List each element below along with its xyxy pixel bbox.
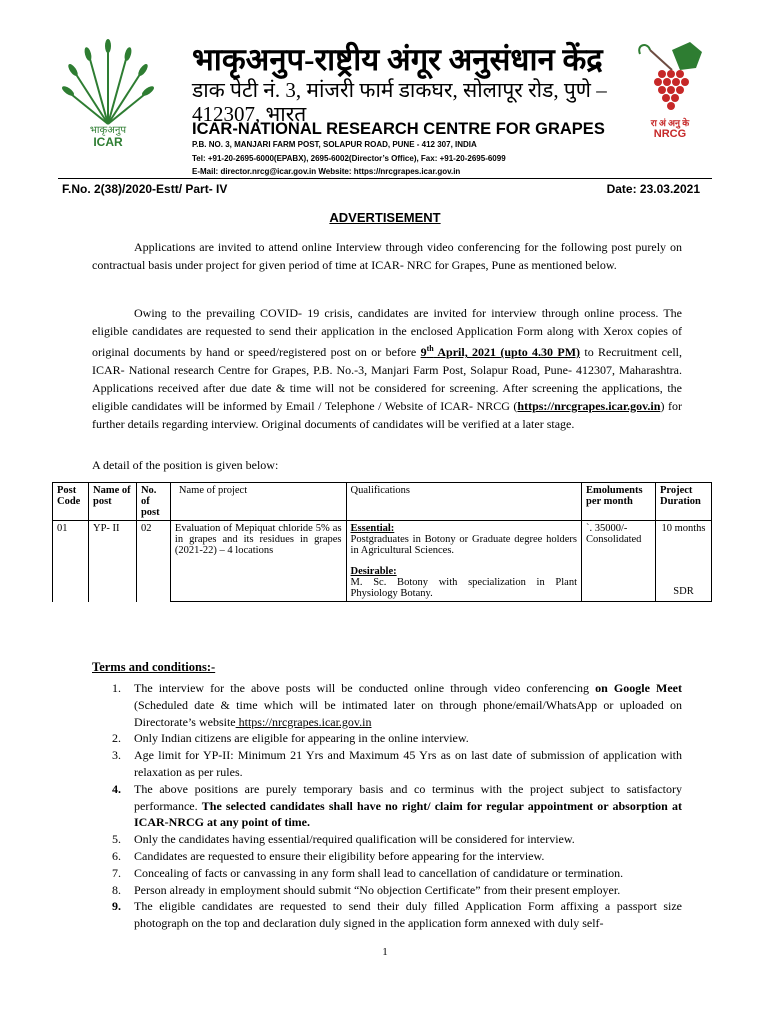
list-item xyxy=(92,898,682,932)
page-number: 1 xyxy=(382,946,388,958)
covid-text-part1: Owing to the prevailing COVID- 19 crisis, candidates are invited for interview through online process. The eligible candidates are requested to send their application in the enclosed Application Form along with Xerox copies of original documents by hand or speed/registered post on or before xyxy=(92,306,682,359)
detail-intro: A detail of the position is given below: xyxy=(92,458,279,472)
term-number: 7. xyxy=(112,865,121,880)
header-divider xyxy=(58,178,712,179)
covid-paragraph xyxy=(92,304,682,433)
cell-post-code: 01 xyxy=(53,521,89,602)
list-item xyxy=(92,680,682,730)
term-text: The above positions are purely temporary basis and co terminus with the project subject to satisfactory performance. xyxy=(134,781,682,813)
telephone-line: Tel: +91-20-2695-6000(EPABX), 2695-6002(Director’s Office), Fax: +91-20-2695-6099 xyxy=(192,154,506,163)
term-bold-text: The selected candidates shall have no right/ claim for regular appointment or absorption at ICAR-NRCG at any point of time. xyxy=(134,798,682,830)
institute-name: ICAR-NATIONAL RESEARCH CENTRE FOR GRAPES xyxy=(192,120,605,138)
funding-text: SDR xyxy=(673,586,694,597)
icar-logo xyxy=(58,34,158,154)
positions-table xyxy=(52,482,712,602)
desirable-text: M. Sc. Botony with specialization in Plant Physiology Botany. xyxy=(350,577,578,599)
deadline-day xyxy=(421,345,580,359)
list-item xyxy=(92,831,682,848)
logo-text: ICAR xyxy=(93,135,123,149)
header-no-of-post: No. of post xyxy=(136,483,170,521)
website-link[interactable]: https://nrcgrapes.icar.gov.in xyxy=(517,399,661,413)
covid-text-part3: ) for further details regarding interview. Original documents of candidates will be verified at a later stage. xyxy=(92,399,682,431)
terms-list xyxy=(92,680,682,932)
term-number: 9. xyxy=(112,899,121,914)
term-number: 3. xyxy=(112,748,121,763)
cell-project: Evaluation of Mepiquat chloride 5% as in grapes and its residues in grapes (2021-22) – 4 locations xyxy=(170,521,346,602)
desirable-label: Desirable: xyxy=(350,566,397,577)
term-number: 2. xyxy=(112,731,121,746)
logo-text: NRCG xyxy=(653,128,687,140)
hindi-address-line-1: डाक पेटी नं. 3, मांजरी फार्म डाकघर, सोलापूर रोड, पुणे – xyxy=(192,78,607,102)
header-project: Name of project xyxy=(170,483,346,521)
file-number: F.No. 2(38)/2020-Estt/ Part- IV xyxy=(62,182,228,196)
essential-text: Postgraduates in Botony or Graduate degree holders in Agricultural Sciences. xyxy=(350,534,578,556)
term-text: Only the candidates having essential/required qualification will be considered for interview. xyxy=(134,832,575,847)
term-number: 5. xyxy=(112,832,121,847)
term-text: Age limit for YP-II: Minimum 21 Yrs and Maximum 45 Yrs as on last date of submission of application with relaxation as per rules. xyxy=(134,748,682,779)
header-post-code: Post Code xyxy=(53,483,89,521)
header-name-of-post: Name of post xyxy=(88,483,136,521)
nrcg-logo xyxy=(632,40,708,150)
term-text-continued: (Scheduled date & time which will be intimated later on through phone/email/WhatsApp or uploaded on Directorate’s website xyxy=(134,697,682,729)
logo-hindi-text: रा अं अनु के xyxy=(650,118,690,128)
header-qualifications: Qualifications xyxy=(346,483,581,521)
website-link[interactable]: https://nrcgrapes.icar.gov.in xyxy=(235,714,372,729)
cell-emoluments: `. 35000/- Consolidated xyxy=(582,521,656,602)
postal-address: P.B. NO. 3, MANJARI FARM POST, SOLAPUR ROAD, PUNE - 412 307, INDIA xyxy=(192,140,477,149)
header-duration: Project Duration xyxy=(655,483,711,521)
term-text: Concealing of facts or canvassing in any form shall lead to cancellation of candidature or termination. xyxy=(134,865,624,880)
header-emoluments: Emoluments per month xyxy=(582,483,656,521)
logo-hindi-text: भाकृअनुप xyxy=(89,125,127,136)
table-row xyxy=(53,521,712,602)
date: Date: 23.03.2021 xyxy=(606,182,700,196)
terms-heading: Terms and conditions:- xyxy=(92,660,216,674)
cell-duration xyxy=(655,521,711,602)
intro-paragraph xyxy=(92,238,682,274)
deadline-day-suffix: th xyxy=(426,344,434,353)
term-number: 1. xyxy=(112,681,121,695)
intro-text: Applications are invited to attend online Interview through video conferencing for the following post purely on contractual basis under project for given period of time at ICAR- NRC for Grapes, Pune as mentioned below. xyxy=(92,240,682,272)
hindi-title: भाकृअनुप-राष्ट्रीय अंगूर अनुसंधान केंद्र xyxy=(192,42,603,77)
grape-vine-logo-icon xyxy=(632,40,708,120)
list-item xyxy=(92,865,682,882)
term-number: 8. xyxy=(112,882,121,897)
list-item xyxy=(92,747,682,781)
term-text: The interview for the above posts will be conducted online through video conferencing xyxy=(134,681,596,695)
term-number: 6. xyxy=(112,848,121,863)
email-website-line: E-Mail: director.nrcg@icar.gov.in Website: https://nrcgrapes.icar.gov.in xyxy=(192,167,461,176)
covid-text-part2: to Recruitment cell, ICAR- National research Centre for Grapes, P.B. No.-3, Manjari Farm Post, Solapur Road, Pune- 412307, Maharashtra. Applications received after due date & time will not be considered for screening. After screening the applications, the eligible candidates will be informed by Email / Telephone / Website of ICAR- NRCG ( xyxy=(92,345,682,413)
list-item xyxy=(92,848,682,865)
term-text: The eligible candidates are requested to send their duly filled Application Form affixing a passport size photograph on the top and declaration duly signed in the application form annexed with duly self- xyxy=(134,899,682,931)
deadline-rest: April, 2021 (upto 4.30 PM) xyxy=(433,345,581,359)
deadline-day-number: 9 xyxy=(420,345,427,359)
list-item xyxy=(92,781,682,831)
essential-label: Essential: xyxy=(350,523,395,534)
term-bold-text: on Google Meet xyxy=(595,681,682,695)
list-item xyxy=(92,882,682,899)
cell-qualifications xyxy=(346,521,581,602)
duration-text: 10 months xyxy=(661,523,706,534)
cell-num-posts: 02 xyxy=(136,521,170,602)
advertisement-heading: ADVERTISEMENT xyxy=(329,210,441,225)
term-text: Person already in employment should submit “No objection Certificate” from their present employer. xyxy=(134,882,621,897)
list-item xyxy=(92,730,682,747)
table-header-row xyxy=(53,483,712,521)
term-text: Candidates are requested to ensure their eligibility before appearing for the interview. xyxy=(134,848,545,863)
term-number: 4. xyxy=(112,781,121,796)
cell-post-name: YP- II xyxy=(88,521,136,602)
term-text: Only Indian citizens are eligible for appearing in the online interview. xyxy=(134,731,469,746)
hindi-address-line-2: 412307, भारत xyxy=(192,102,307,126)
